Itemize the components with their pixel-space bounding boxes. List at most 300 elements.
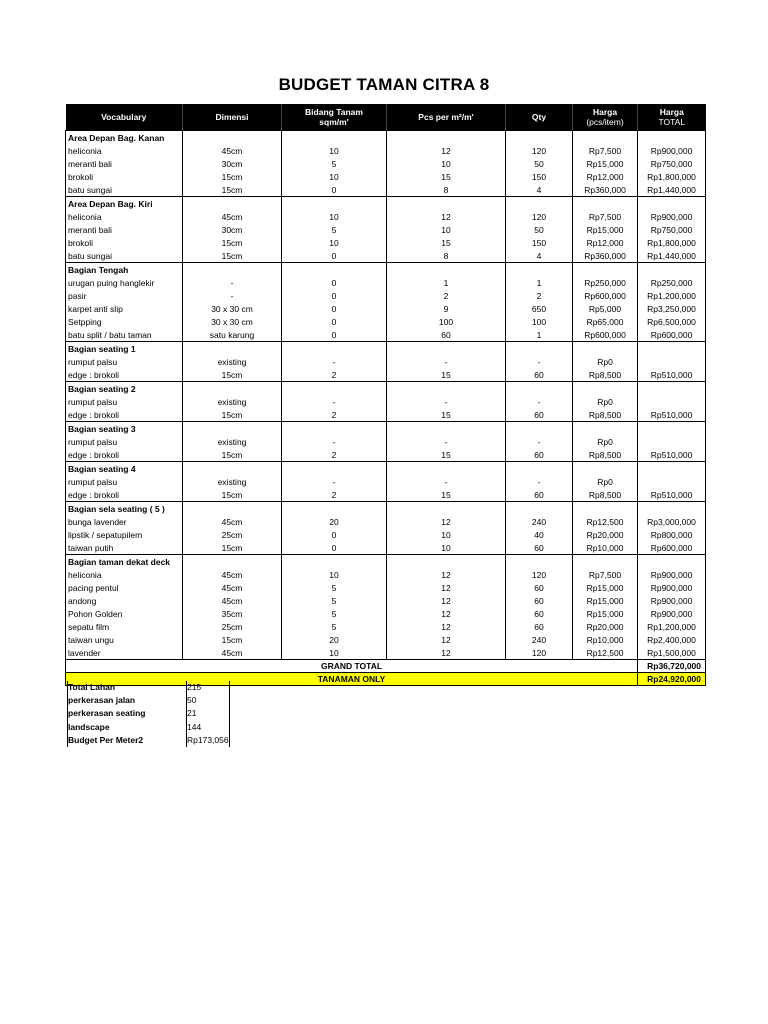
item-bidang: 5 — [282, 157, 387, 170]
item-name: sepatu film — [66, 620, 183, 633]
group-header-row — [66, 196, 706, 210]
group-header-blank-cell — [573, 262, 638, 276]
item-dimensi: 30cm — [183, 157, 282, 170]
item-name: andong — [66, 594, 183, 607]
item-bidang: 5 — [282, 620, 387, 633]
table-row — [66, 355, 706, 368]
item-qty: 100 — [506, 315, 573, 328]
group-name: Bagian taman dekat deck — [66, 554, 183, 568]
group-header-blank-cell — [506, 130, 573, 144]
group-header-blank-cell — [506, 341, 573, 355]
group-name: Bagian sela seating ( 5 ) — [66, 501, 183, 515]
item-harga: Rp10,000 — [573, 633, 638, 646]
item-dimensi: 15cm — [183, 170, 282, 183]
table-row — [66, 448, 706, 462]
item-total: Rp900,000 — [638, 607, 706, 620]
item-qty: 60 — [506, 541, 573, 555]
item-bidang: 20 — [282, 515, 387, 528]
item-bidang: 2 — [282, 408, 387, 422]
table-row — [66, 646, 706, 660]
item-dimensi: existing — [183, 395, 282, 408]
item-pcs: - — [387, 475, 506, 488]
item-qty: 40 — [506, 528, 573, 541]
tanaman-only-value: Rp24,920,000 — [638, 672, 706, 685]
item-dimensi: satu karung — [183, 328, 282, 342]
item-bidang: 5 — [282, 594, 387, 607]
item-pcs: 15 — [387, 488, 506, 502]
header-vocabulary: Vocabulary — [101, 111, 147, 122]
group-name: Bagian seating 2 — [66, 381, 183, 395]
item-dimensi: 25cm — [183, 528, 282, 541]
item-bidang: 2 — [282, 448, 387, 462]
group-header-blank-cell — [573, 341, 638, 355]
item-pcs: 8 — [387, 249, 506, 263]
header-harga-total-line1: Harga — [659, 106, 684, 117]
item-bidang: 5 — [282, 223, 387, 236]
item-dimensi: 15cm — [183, 236, 282, 249]
item-name: heliconia — [66, 568, 183, 581]
item-qty: 4 — [506, 183, 573, 197]
item-bidang: 10 — [282, 568, 387, 581]
group-header-blank-cell — [183, 554, 282, 568]
item-bidang: 0 — [282, 541, 387, 555]
item-qty: 120 — [506, 144, 573, 157]
item-total: Rp900,000 — [638, 594, 706, 607]
table-row — [66, 633, 706, 646]
item-harga: Rp360,000 — [573, 249, 638, 263]
page-title: BUDGET TAMAN CITRA 8 — [278, 75, 490, 94]
item-name: edge : brokoli — [66, 488, 183, 502]
item-dimensi: 45cm — [183, 594, 282, 607]
item-dimensi: - — [183, 276, 282, 289]
item-bidang: 0 — [282, 528, 387, 541]
item-total: Rp600,000 — [638, 541, 706, 555]
group-header-blank-cell — [387, 130, 506, 144]
item-qty: 50 — [506, 157, 573, 170]
group-header-row — [66, 554, 706, 568]
item-harga: Rp600,000 — [573, 289, 638, 302]
table-row — [66, 408, 706, 422]
item-qty: 120 — [506, 568, 573, 581]
item-harga: Rp12,500 — [573, 515, 638, 528]
group-name: Bagian seating 4 — [66, 461, 183, 475]
item-qty: 150 — [506, 236, 573, 249]
item-total: Rp6,500,000 — [638, 315, 706, 328]
item-pcs: 15 — [387, 170, 506, 183]
item-qty: 2 — [506, 289, 573, 302]
item-dimensi: existing — [183, 435, 282, 448]
item-total — [638, 395, 706, 408]
group-header-blank-cell — [506, 461, 573, 475]
table-row — [66, 581, 706, 594]
item-qty: 60 — [506, 488, 573, 502]
item-harga: Rp12,500 — [573, 646, 638, 660]
item-total: Rp750,000 — [638, 157, 706, 170]
table-row — [66, 620, 706, 633]
item-total: Rp510,000 — [638, 448, 706, 462]
item-harga: Rp20,000 — [573, 528, 638, 541]
item-bidang: 0 — [282, 276, 387, 289]
group-header-blank-cell — [282, 130, 387, 144]
group-header-blank-cell — [387, 196, 506, 210]
item-bidang: 20 — [282, 633, 387, 646]
item-pcs: 10 — [387, 223, 506, 236]
group-header-blank-cell — [573, 196, 638, 210]
tanaman-only-label: TANAMAN ONLY — [66, 672, 638, 685]
item-harga: Rp15,000 — [573, 157, 638, 170]
item-harga: Rp65,000 — [573, 315, 638, 328]
item-dimensi: 15cm — [183, 368, 282, 382]
item-qty: 60 — [506, 408, 573, 422]
item-name: heliconia — [66, 144, 183, 157]
table-row — [66, 435, 706, 448]
summary-row — [68, 721, 230, 734]
summary-value: 50 — [187, 694, 230, 707]
item-pcs: 10 — [387, 541, 506, 555]
item-pcs: 12 — [387, 568, 506, 581]
item-total: Rp1,440,000 — [638, 249, 706, 263]
table-row — [66, 488, 706, 502]
group-header-blank-cell — [573, 461, 638, 475]
item-dimensi: 15cm — [183, 408, 282, 422]
item-bidang: 10 — [282, 646, 387, 660]
item-pcs: 8 — [387, 183, 506, 197]
item-dimensi: 30 x 30 cm — [183, 302, 282, 315]
item-harga: Rp360,000 — [573, 183, 638, 197]
item-dimensi: - — [183, 289, 282, 302]
budget-table — [65, 104, 706, 686]
item-harga: Rp600,000 — [573, 328, 638, 342]
table-row — [66, 302, 706, 315]
group-header-blank-cell — [638, 130, 706, 144]
item-pcs: 15 — [387, 448, 506, 462]
item-harga: Rp15,000 — [573, 607, 638, 620]
group-header-blank-cell — [282, 461, 387, 475]
summary-value: Rp173,056 — [187, 734, 230, 747]
grand-total-label: GRAND TOTAL — [66, 659, 638, 672]
group-header-blank-cell — [573, 381, 638, 395]
summary-value: 144 — [187, 721, 230, 734]
item-harga: Rp8,500 — [573, 408, 638, 422]
group-header-blank-cell — [387, 554, 506, 568]
item-name: edge : brokoli — [66, 448, 183, 462]
item-total: Rp800,000 — [638, 528, 706, 541]
item-total: Rp510,000 — [638, 488, 706, 502]
item-total: Rp3,250,000 — [638, 302, 706, 315]
group-header-blank-cell — [638, 381, 706, 395]
item-dimensi: existing — [183, 475, 282, 488]
item-total: Rp900,000 — [638, 144, 706, 157]
item-name: meranti bali — [66, 157, 183, 170]
summary-row — [68, 707, 230, 720]
item-pcs: 12 — [387, 646, 506, 660]
table-row — [66, 289, 706, 302]
item-pcs: 15 — [387, 236, 506, 249]
header-harga — [573, 104, 638, 130]
item-pcs: 2 — [387, 289, 506, 302]
item-qty: 60 — [506, 594, 573, 607]
item-qty: 150 — [506, 170, 573, 183]
item-total: Rp1,800,000 — [638, 170, 706, 183]
item-harga: Rp8,500 — [573, 488, 638, 502]
summary-label: perkerasan jalan — [68, 694, 187, 707]
item-pcs: - — [387, 435, 506, 448]
item-qty: - — [506, 435, 573, 448]
item-name: pasir — [66, 289, 183, 302]
header-bidang-tanam — [282, 104, 387, 130]
item-name: Pohon Golden — [66, 607, 183, 620]
item-harga: Rp10,000 — [573, 541, 638, 555]
item-dimensi: 45cm — [183, 144, 282, 157]
item-harga: Rp7,500 — [573, 210, 638, 223]
group-header-blank-cell — [573, 501, 638, 515]
item-dimensi: 30 x 30 cm — [183, 315, 282, 328]
group-name: Area Depan Bag. Kanan — [66, 130, 183, 144]
item-total: Rp510,000 — [638, 368, 706, 382]
item-bidang: 5 — [282, 581, 387, 594]
summary-row — [68, 734, 230, 747]
item-name: rumput palsu — [66, 355, 183, 368]
item-name: rumput palsu — [66, 435, 183, 448]
item-bidang: - — [282, 475, 387, 488]
summary-body — [68, 681, 230, 747]
item-bidang: - — [282, 395, 387, 408]
table-row — [66, 276, 706, 289]
item-name: rumput palsu — [66, 395, 183, 408]
group-header-blank-cell — [506, 196, 573, 210]
item-total: Rp600,000 — [638, 328, 706, 342]
group-header-row — [66, 461, 706, 475]
grand-total-row — [66, 659, 706, 672]
item-name: pacing pentul — [66, 581, 183, 594]
item-total: Rp2,400,000 — [638, 633, 706, 646]
summary-row — [68, 681, 230, 694]
group-header-blank-cell — [387, 421, 506, 435]
table-header — [66, 104, 706, 130]
group-header-blank-cell — [183, 501, 282, 515]
item-qty: 60 — [506, 368, 573, 382]
group-header-row — [66, 421, 706, 435]
item-harga: Rp8,500 — [573, 368, 638, 382]
item-pcs: 10 — [387, 157, 506, 170]
item-harga: Rp5,000 — [573, 302, 638, 315]
group-header-blank-cell — [183, 421, 282, 435]
table-row — [66, 170, 706, 183]
item-harga: Rp250,000 — [573, 276, 638, 289]
group-header-blank-cell — [506, 501, 573, 515]
group-header-row — [66, 381, 706, 395]
item-harga: Rp12,000 — [573, 170, 638, 183]
group-header-blank-cell — [506, 554, 573, 568]
table-row — [66, 157, 706, 170]
group-header-blank-cell — [387, 461, 506, 475]
group-header-blank-cell — [282, 341, 387, 355]
header-harga-total-line2: TOTAL — [658, 116, 686, 127]
item-pcs: 15 — [387, 368, 506, 382]
table-row — [66, 210, 706, 223]
header-bidang-line1: Bidang Tanam — [305, 106, 363, 117]
header-pcs: Pcs per m²/m' — [387, 104, 506, 130]
item-name: edge : brokoli — [66, 368, 183, 382]
item-name: brokoli — [66, 170, 183, 183]
group-header-blank-cell — [387, 381, 506, 395]
table-body — [66, 130, 706, 659]
item-total: Rp510,000 — [638, 408, 706, 422]
item-pcs: 12 — [387, 633, 506, 646]
item-pcs: 12 — [387, 607, 506, 620]
item-pcs: 12 — [387, 144, 506, 157]
group-header-blank-cell — [638, 196, 706, 210]
group-header-blank-cell — [282, 196, 387, 210]
item-name: heliconia — [66, 210, 183, 223]
group-header-row — [66, 341, 706, 355]
item-dimensi: existing — [183, 355, 282, 368]
summary-table — [67, 681, 230, 747]
item-pcs: 9 — [387, 302, 506, 315]
item-pcs: 12 — [387, 581, 506, 594]
item-harga: Rp15,000 — [573, 594, 638, 607]
group-header-blank-cell — [183, 130, 282, 144]
group-header-blank-cell — [387, 262, 506, 276]
item-bidang: - — [282, 355, 387, 368]
item-dimensi: 45cm — [183, 581, 282, 594]
item-dimensi: 15cm — [183, 183, 282, 197]
item-harga: Rp7,500 — [573, 144, 638, 157]
group-header-blank-cell — [282, 381, 387, 395]
item-dimensi: 15cm — [183, 633, 282, 646]
table-row — [66, 236, 706, 249]
table-row — [66, 515, 706, 528]
item-harga: Rp7,500 — [573, 568, 638, 581]
item-qty: 120 — [506, 210, 573, 223]
item-harga: Rp15,000 — [573, 581, 638, 594]
item-pcs: 12 — [387, 210, 506, 223]
item-harga: Rp0 — [573, 475, 638, 488]
item-bidang: 10 — [282, 210, 387, 223]
item-dimensi: 15cm — [183, 448, 282, 462]
item-total: Rp900,000 — [638, 210, 706, 223]
item-qty: 60 — [506, 448, 573, 462]
table-row — [66, 568, 706, 581]
item-bidang: 0 — [282, 328, 387, 342]
item-total: Rp250,000 — [638, 276, 706, 289]
item-qty: 240 — [506, 515, 573, 528]
group-header-blank-cell — [638, 262, 706, 276]
item-bidang: 10 — [282, 170, 387, 183]
table-row — [66, 328, 706, 342]
summary-label: perkerasan seating — [68, 707, 187, 720]
table-row — [66, 144, 706, 157]
item-qty: - — [506, 475, 573, 488]
group-header-blank-cell — [183, 262, 282, 276]
item-dimensi: 15cm — [183, 249, 282, 263]
item-total: Rp1,500,000 — [638, 646, 706, 660]
header-harga-total — [638, 104, 706, 130]
group-header-row — [66, 501, 706, 515]
header-harga-line2: (pcs/item) — [586, 116, 624, 127]
item-total — [638, 355, 706, 368]
item-bidang: 2 — [282, 488, 387, 502]
header-bidang-line2: sqm/m' — [319, 116, 349, 127]
item-pcs: 12 — [387, 594, 506, 607]
group-header-blank-cell — [638, 501, 706, 515]
item-total: Rp1,200,000 — [638, 620, 706, 633]
item-qty: 650 — [506, 302, 573, 315]
item-qty: - — [506, 395, 573, 408]
item-total — [638, 435, 706, 448]
item-name: bunga lavender — [66, 515, 183, 528]
item-dimensi: 15cm — [183, 488, 282, 502]
group-header-blank-cell — [573, 421, 638, 435]
item-pcs: 12 — [387, 515, 506, 528]
item-harga: Rp15,000 — [573, 223, 638, 236]
item-pcs: 100 — [387, 315, 506, 328]
summary-row — [68, 694, 230, 707]
item-name: edge : brokoli — [66, 408, 183, 422]
table-row — [66, 368, 706, 382]
table-row — [66, 475, 706, 488]
item-dimensi: 45cm — [183, 568, 282, 581]
group-name: Area Depan Bag. Kiri — [66, 196, 183, 210]
group-header-blank-cell — [282, 554, 387, 568]
group-header-blank-cell — [183, 381, 282, 395]
item-name: urugan puing hanglekir — [66, 276, 183, 289]
item-name: lipstik / sepatupilem — [66, 528, 183, 541]
group-header-blank-cell — [506, 421, 573, 435]
group-header-blank-cell — [638, 461, 706, 475]
item-pcs: 1 — [387, 276, 506, 289]
item-pcs: - — [387, 355, 506, 368]
group-header-row — [66, 130, 706, 144]
item-total: Rp900,000 — [638, 581, 706, 594]
header-row — [66, 104, 706, 130]
group-header-blank-cell — [183, 196, 282, 210]
group-header-blank-cell — [506, 262, 573, 276]
item-dimensi: 45cm — [183, 646, 282, 660]
table-row — [66, 528, 706, 541]
header-qty: Qty — [506, 104, 573, 130]
item-name: taiwan ungu — [66, 633, 183, 646]
group-header-blank-cell — [387, 501, 506, 515]
item-bidang: 0 — [282, 249, 387, 263]
group-header-blank-cell — [573, 130, 638, 144]
item-dimensi: 45cm — [183, 210, 282, 223]
table-row — [66, 183, 706, 197]
item-name: Setpping — [66, 315, 183, 328]
item-total: Rp750,000 — [638, 223, 706, 236]
item-pcs: 12 — [387, 620, 506, 633]
group-name: Bagian seating 3 — [66, 421, 183, 435]
item-harga: Rp20,000 — [573, 620, 638, 633]
item-name: karpet anti slip — [66, 302, 183, 315]
item-total: Rp1,800,000 — [638, 236, 706, 249]
item-name: batu sungai — [66, 249, 183, 263]
item-pcs: - — [387, 395, 506, 408]
item-name: batu split / batu taman — [66, 328, 183, 342]
table-row — [66, 541, 706, 555]
item-harga: Rp0 — [573, 395, 638, 408]
item-bidang: 0 — [282, 302, 387, 315]
item-bidang: - — [282, 435, 387, 448]
item-pcs: 15 — [387, 408, 506, 422]
item-bidang: 0 — [282, 183, 387, 197]
summary-value: 215 — [187, 681, 230, 694]
group-name: Bagian Tengah — [66, 262, 183, 276]
item-qty: 1 — [506, 328, 573, 342]
summary-value: 21 — [187, 707, 230, 720]
item-qty: 120 — [506, 646, 573, 660]
group-name: Bagian seating 1 — [66, 341, 183, 355]
